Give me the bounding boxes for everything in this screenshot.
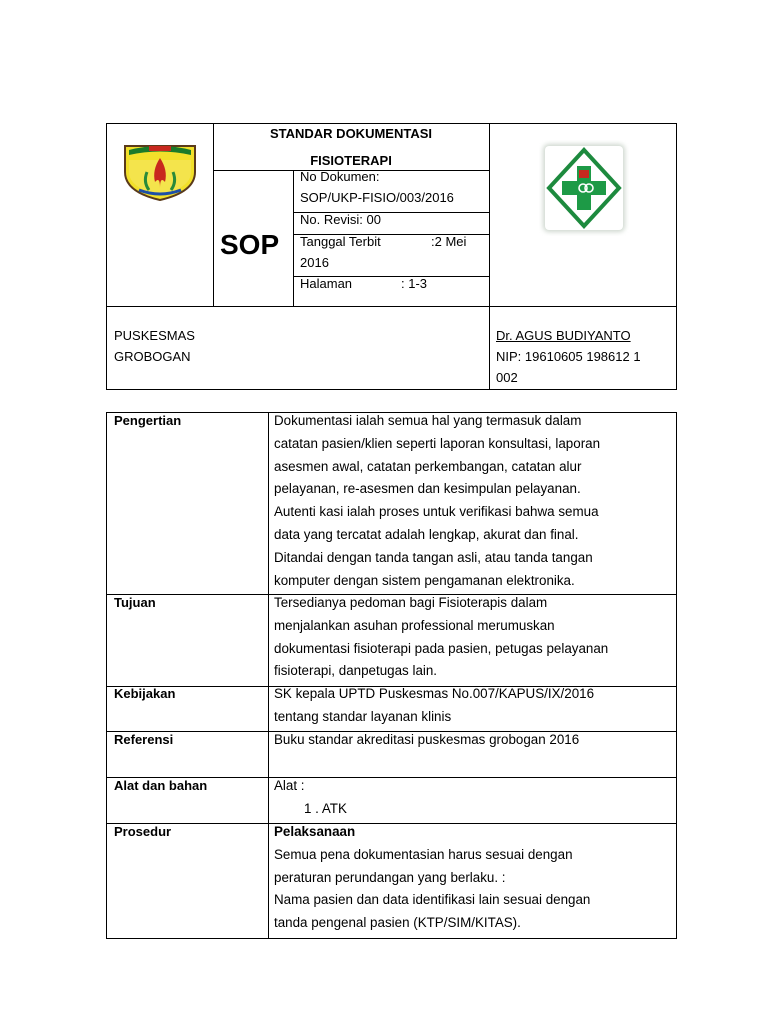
prosedur-label: Prosedur xyxy=(114,824,172,839)
text-line: 1 . ATK xyxy=(304,800,347,816)
text-line: menjalankan asuhan professional merumuskan xyxy=(274,617,555,633)
text-line: peraturan perundangan yang berlaku. : xyxy=(274,869,506,885)
divider xyxy=(293,170,294,306)
tanggal-terbit-value: :2 Mei xyxy=(431,234,467,249)
no-dokumen-value: SOP/UKP-FISIO/003/2016 xyxy=(300,190,454,205)
halaman-cell xyxy=(300,273,486,294)
no-revisi: No. Revisi: 00 xyxy=(300,212,381,227)
sop-label: SOP xyxy=(220,229,280,260)
alat-bahan-label: Alat dan bahan xyxy=(114,778,208,793)
signer-nip-cont: 002 xyxy=(496,370,518,385)
halaman-value: : 1-3 xyxy=(401,276,428,291)
divider xyxy=(107,306,676,307)
text-line: komputer dengan sistem pengamanan elektronika. xyxy=(274,572,575,588)
sop-header-table xyxy=(106,123,677,390)
org-line-1: PUSKESMAS xyxy=(114,328,195,343)
kebijakan-label: Kebijakan xyxy=(114,686,176,701)
text-line: asesmen awal, catatan perkembangan, catatan alur xyxy=(274,458,582,474)
tanggal-terbit-cell xyxy=(300,231,486,273)
text-line: Nama pasien dan data identifikasi lain sesuai dengan xyxy=(274,892,591,908)
text-line: SK kepala UPTD Puskesmas No.007/KAPUS/IX/2016 xyxy=(274,686,595,701)
text-line: catatan pasien/klien seperti laporan konsultasi, laporan xyxy=(274,435,601,451)
text-line: data yang tercatat adalah lengkap, akurat dan final. xyxy=(274,526,579,542)
text-line: Alat : xyxy=(274,778,305,793)
tanggal-terbit-label: Tanggal Terbit xyxy=(300,234,381,249)
text-line: Buku standar akreditasi puskesmas grobogan 2016 xyxy=(274,732,580,747)
org-line-2: GROBOGAN xyxy=(114,349,191,364)
pengertian-text xyxy=(274,410,669,592)
halaman-label: Halaman xyxy=(300,276,353,291)
text-line: fisioterapi, danpetugas lain. xyxy=(274,663,438,679)
text-line: tentang standar layanan klinis xyxy=(274,708,452,724)
sop-content-table xyxy=(106,412,677,939)
signer-block xyxy=(496,325,641,388)
tujuan-text xyxy=(274,592,669,683)
text-line: Dokumentasi ialah semua hal yang termasuk dalam xyxy=(274,413,582,428)
no-dokumen-cell xyxy=(300,166,454,208)
no-dokumen-label: No Dokumen: xyxy=(300,169,380,184)
referensi-label: Referensi xyxy=(114,732,174,747)
tujuan-label: Tujuan xyxy=(114,595,156,610)
pengertian-label: Pengertian xyxy=(114,413,182,428)
alat-bahan-text xyxy=(274,775,669,821)
title-line-1: STANDAR DOKUMENTASI xyxy=(269,126,432,141)
organization-name xyxy=(114,325,195,367)
text-line: Tersedianya pedoman bagi Fisioterapis dalam xyxy=(274,595,548,610)
text-line: pelayanan, re-asesmen dan kesimpulan pelayanan. xyxy=(274,481,581,497)
text-line: Ditandai dengan tanda tangan asli, atau tanda tangan xyxy=(274,549,593,565)
text-line: tanda pengenal pasien (KTP/SIM/KITAS). xyxy=(274,915,521,931)
tanggal-terbit-year: 2016 xyxy=(300,255,329,270)
referensi-text xyxy=(274,729,669,752)
title-line-2: FISIOTERAPI xyxy=(310,153,392,168)
divider xyxy=(268,413,269,938)
prosedur-heading: Pelaksanaan xyxy=(274,824,356,839)
signer-nip: NIP: 19610605 198612 1 xyxy=(496,349,641,364)
kebijakan-text xyxy=(274,683,669,729)
regional-emblem-logo xyxy=(119,140,201,202)
text-line: Semua pena dokumentasian harus sesuai dengan xyxy=(274,846,573,862)
puskesmas-logo xyxy=(539,140,629,236)
divider xyxy=(489,124,490,389)
prosedur-text xyxy=(274,821,669,935)
text-line: dokumentasi fisioterapi pada pasien, petugas pelayanan xyxy=(274,640,609,656)
signer-name: Dr. AGUS BUDIYANTO xyxy=(496,328,631,343)
text-line: Autenti kasi ialah proses untuk verifikasi bahwa semua xyxy=(274,504,599,520)
